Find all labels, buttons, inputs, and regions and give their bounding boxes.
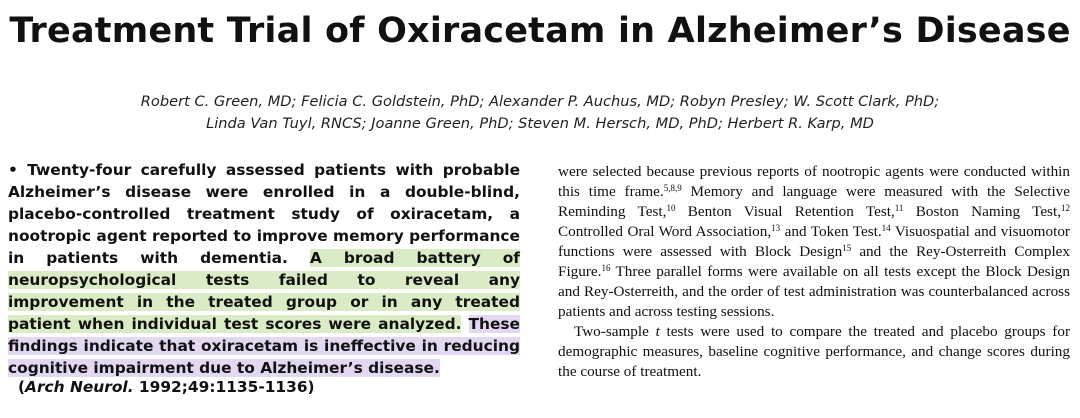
body-text: Visuospatial and visuomotor functions were assessed with Block Design xyxy=(558,223,1070,260)
reference-superscript: 12 xyxy=(1061,203,1070,213)
citation xyxy=(18,376,315,398)
author-list xyxy=(40,91,1040,135)
body-text: tests were used to compare the treated and placebo groups for demographic measures, baseline cognitive performance, and change scores during the course of treatment. xyxy=(558,323,1071,380)
reference-superscript: 11 xyxy=(894,203,904,213)
body-text: and the Rey-Osterreith Complex Figure. xyxy=(558,243,1070,280)
citation-journal: Arch Neurol. xyxy=(25,378,134,396)
citation-reference: 1992;49:1135-1136) xyxy=(138,378,315,396)
body-text: Benton Visual Retention Test, xyxy=(675,203,895,220)
abstract-conclusion-highlight: These findings indicate that oxiracetam is ineffective in reducing cognitive impairment due to Alzheimer’s disease. xyxy=(8,315,520,377)
author-line-2: Linda Van Tuyl, RNCS; Joanne Green, PhD; Steven M. Hersch, MD, PhD; Herbert R. Karp, MD xyxy=(206,115,874,132)
abstract-results-highlight: A broad battery of neuropsychological tests failed to reveal any improvement in the treated group or in any treated patient when individual test scores were analyzed. xyxy=(8,249,520,333)
body-text: were selected because previous reports of nootropic agents were conducted within this time frame. xyxy=(558,163,1070,200)
body-text: and Token Test. xyxy=(780,223,882,240)
body-column-right xyxy=(558,162,1070,382)
reference-superscript: 16 xyxy=(601,263,611,273)
citation-open-paren: ( xyxy=(18,378,26,396)
reference-superscript: 10 xyxy=(666,203,676,213)
bullet-glyph: • xyxy=(8,161,18,179)
article-title: Treatment Trial of Oxiracetam in Alzheimer’s Disease xyxy=(9,11,1071,51)
body-text: Three parallel forms were available on all tests except the Block Design and Rey-Osterreith, and the order of test administration was counterbalanced across patients and across testing sessions. xyxy=(558,263,1070,320)
body-text: Boston Naming Test, xyxy=(903,203,1061,220)
abstract xyxy=(8,159,520,379)
author-line-1: Robert C. Green, MD; Felicia C. Goldstein, PhD; Alexander P. Auchus, MD; Robyn Presley; W. Scott Clark, PhD; xyxy=(140,93,940,110)
body-text: Two-sample xyxy=(574,323,656,340)
body-text: Controlled Oral Word Association, xyxy=(558,223,772,240)
statistic-symbol: t xyxy=(655,323,660,340)
abstract-intro: Twenty-four carefully assessed patients with probable Alzheimer’s disease were enrolled in a double-blind, placebo-controlled treatment study of oxiracetam, a nootropic agent reported to improve memory performance in patients with dementia. xyxy=(8,161,521,267)
reference-superscript: 15 xyxy=(842,243,852,253)
body-paragraph-1 xyxy=(558,162,1070,322)
body-text: Memory and language were measured with the Selective Reminding Test, xyxy=(558,183,1071,220)
reference-superscript: 14 xyxy=(881,223,891,233)
reference-superscript: 13 xyxy=(771,223,781,233)
body-paragraph-2 xyxy=(558,322,1070,382)
reference-superscript: 5,8,9 xyxy=(663,183,682,193)
